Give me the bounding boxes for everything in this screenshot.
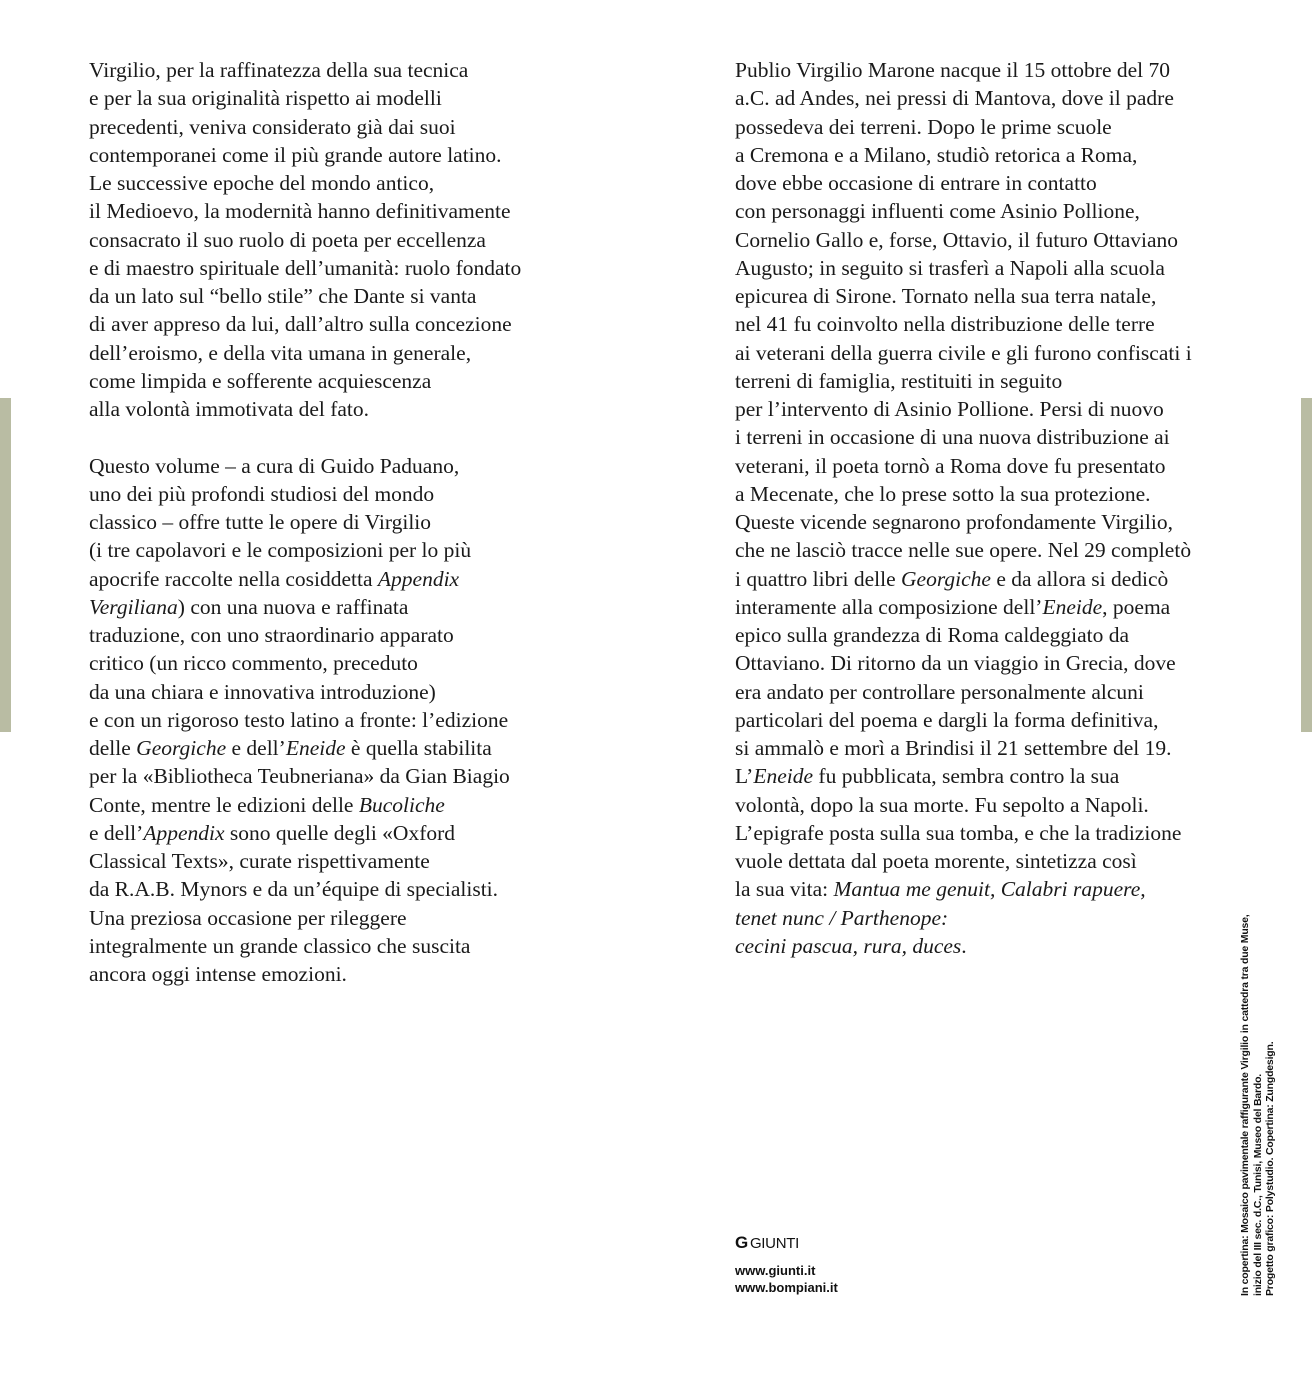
text-segment: dell’eroismo, e della vita umana in generale, — [89, 340, 472, 365]
text-segment: veterani, il poeta tornò a Roma dove fu presentato — [735, 453, 1166, 478]
text-line — [735, 113, 1192, 141]
text-segment: . — [961, 933, 967, 958]
italic-text: Georgiche — [136, 736, 227, 760]
text-line — [89, 932, 521, 960]
text-segment: Una preziosa occasione per rileggere — [89, 905, 407, 930]
text-line — [89, 480, 521, 508]
text-line — [735, 649, 1192, 677]
text-segment: precedenti, veniva considerato già dai suoi — [89, 114, 456, 139]
italic-text: Bucoliche — [358, 792, 445, 817]
text-line — [735, 706, 1192, 734]
right-text-column — [735, 56, 1192, 960]
text-segment: Conte, mentre le edizioni delle — [89, 792, 359, 817]
left-edge-color-bar — [0, 398, 11, 732]
text-segment: ) con una nuova e raffinata — [177, 594, 409, 619]
text-line — [735, 169, 1192, 197]
text-line — [89, 367, 521, 395]
paragraph — [735, 56, 1192, 960]
text-segment: integralmente un grande classico che suscita — [89, 933, 471, 958]
text-line — [89, 762, 521, 790]
text-segment: per l’intervento di Asinio Pollione. Persi di nuovo — [735, 397, 1164, 421]
text-segment: come limpida e sofferente acquiescenza — [89, 368, 432, 393]
text-segment: possedeva dei terreni. Dopo le prime scuole — [735, 114, 1112, 139]
text-line — [89, 226, 521, 254]
italic-text: Eneide — [753, 764, 814, 789]
paragraph — [89, 56, 521, 423]
text-line — [89, 395, 521, 423]
text-segment: Ottaviano. Di ritorno da un viaggio in Grecia, dove — [735, 651, 1176, 676]
credit-line: inizio del III sec. d.C., Tunisi, Museo del Bardo. — [1251, 1073, 1264, 1296]
italic-text: Eneide — [285, 736, 346, 760]
paragraph — [89, 452, 521, 989]
text-line — [89, 565, 521, 593]
text-segment: ancora oggi intense emozioni. — [89, 962, 347, 986]
text-segment: che ne lasciò tracce nelle sue opere. Nel 29 completò — [735, 538, 1192, 563]
text-segment: per la «Bibliotheca Teubneriana» da Gian Biagio — [89, 764, 510, 789]
text-segment: classico – offre tutte le opere di Virgilio — [89, 510, 432, 534]
text-line — [735, 875, 1192, 903]
text-segment: Le successive epoche del mondo antico, — [89, 171, 435, 195]
text-segment: Questo volume – a cura di Guido Paduano, — [89, 453, 460, 478]
text-segment: apocrife raccolte nella cosiddetta — [89, 566, 378, 591]
text-line — [735, 480, 1192, 508]
text-segment: di aver appreso da lui, dall’altro sulla concezione — [89, 312, 512, 337]
text-line — [735, 282, 1192, 310]
publisher-urls — [735, 1262, 838, 1296]
text-line — [735, 395, 1192, 423]
text-segment: uno dei più profondi studiosi del mondo — [89, 481, 435, 506]
text-segment: Publio Virgilio Marone nacque il 15 ottobre del 70 — [735, 58, 1171, 82]
logo-text: GIUNTI — [749, 1234, 799, 1252]
text-line — [89, 508, 521, 536]
text-segment: Classical Texts», curate rispettivamente — [89, 849, 430, 873]
text-line — [89, 56, 521, 84]
text-segment: da una chiara e innovativa introduzione) — [89, 679, 436, 704]
text-line — [735, 762, 1192, 790]
cover-credits — [1239, 914, 1277, 1296]
text-segment: Augusto; in seguito si trasferì a Napoli alla scuola — [735, 255, 1165, 280]
text-line — [89, 904, 521, 932]
text-line — [89, 621, 521, 649]
text-segment: particolari del poema e dargli la forma definitiva, — [735, 707, 1159, 732]
text-line — [89, 875, 521, 903]
text-segment: e dell’ — [226, 736, 286, 760]
text-line — [89, 649, 521, 677]
text-line — [735, 904, 1192, 932]
text-line — [735, 452, 1192, 480]
italic-text: Appendix — [377, 566, 460, 591]
text-segment: ai veterani della guerra civile e gli furono confiscati i — [735, 340, 1192, 365]
text-line — [735, 819, 1192, 847]
text-line — [89, 536, 521, 564]
italic-text: Eneide — [1042, 594, 1103, 619]
text-line — [735, 84, 1192, 112]
text-line — [89, 197, 521, 225]
text-segment: i quattro libri delle — [735, 566, 901, 591]
text-segment: alla volontà immotivata del fato. — [89, 397, 370, 421]
text-line — [735, 621, 1192, 649]
text-line — [89, 593, 521, 621]
url-giunti[interactable]: www.giunti.it — [735, 1263, 816, 1278]
text-segment: si ammalò e morì a Brindisi il 21 settembre del 19. — [735, 736, 1172, 760]
left-text-column — [89, 56, 521, 988]
text-segment: e di maestro spirituale dell’umanità: ruolo fondato — [89, 255, 522, 280]
text-segment: critico (un ricco commento, preceduto — [89, 651, 418, 676]
text-segment: da R.A.B. Mynors e da un’équipe di specialisti. — [89, 877, 499, 902]
text-segment: traduzione, con uno straordinario apparato — [89, 623, 454, 647]
text-segment: L’epigrafe posta sulla sua tomba, e che la tradizione — [735, 820, 1182, 845]
italic-text: Georgiche — [901, 566, 991, 591]
text-segment: terreni di famiglia, restituiti in seguito — [735, 368, 1063, 393]
text-segment: delle — [89, 736, 137, 760]
text-line — [89, 819, 521, 847]
text-line — [89, 141, 521, 169]
text-segment: Cornelio Gallo e, forse, Ottavio, il futuro Ottaviano — [735, 227, 1179, 252]
text-segment: dove ebbe occasione di entrare in contatto — [735, 171, 1097, 195]
text-segment: è quella stabilita — [345, 736, 492, 760]
credit-line: In copertina: Mosaico pavimentale raffigurante Virgilio in cattedra tra due Muse, — [1239, 914, 1251, 1296]
text-line — [89, 706, 521, 734]
italic-text: cecini pascua, rura, duces — [735, 933, 962, 958]
text-segment: fu pubblicata, sembra contro la sua — [813, 764, 1120, 789]
text-segment: , poema — [1102, 594, 1171, 619]
text-line — [735, 565, 1192, 593]
text-line — [735, 734, 1192, 762]
text-line — [89, 791, 521, 819]
text-line — [735, 791, 1192, 819]
text-line — [89, 734, 521, 762]
g-swirl-logo-icon: G — [735, 1233, 748, 1252]
text-segment: consacrato il suo ruolo di poeta per eccellenza — [89, 227, 486, 252]
text-segment: contemporanei come il più grande autore latino. — [89, 142, 502, 167]
text-segment: e dell’ — [89, 820, 144, 845]
italic-text: Vergiliana — [89, 594, 178, 619]
text-line — [735, 197, 1192, 225]
text-line — [735, 536, 1192, 564]
text-line — [735, 593, 1192, 621]
text-segment: (i tre capolavori e le composizioni per lo più — [89, 538, 472, 563]
text-line — [735, 254, 1192, 282]
url-bompiani[interactable]: www.bompiani.it — [735, 1280, 838, 1295]
text-line — [89, 310, 521, 338]
text-line — [89, 282, 521, 310]
text-segment: Queste vicende segnarono profondamente Virgilio, — [735, 510, 1173, 534]
text-line — [89, 254, 521, 282]
text-segment: epico sulla grandezza di Roma caldeggiato da — [735, 623, 1130, 647]
text-segment: nel 41 fu coinvolto nella distribuzione delle terre — [735, 312, 1155, 337]
text-segment: era andato per controllare personalmente alcuni — [735, 679, 1144, 704]
text-segment: e per la sua originalità rispetto ai modelli — [89, 86, 442, 111]
text-line — [89, 84, 521, 112]
text-segment: il Medioevo, la modernità hanno definitivamente — [89, 199, 511, 224]
italic-text: tenet nunc / Parthenope: — [735, 905, 949, 930]
text-line — [89, 113, 521, 141]
text-line — [89, 169, 521, 197]
text-segment: volontà, dopo la sua morte. Fu sepolto a Napoli. — [735, 792, 1149, 817]
text-line — [735, 847, 1192, 875]
text-segment: sono quelle degli «Oxford — [224, 820, 456, 845]
text-segment: Virgilio, per la raffinatezza della sua tecnica — [89, 58, 469, 82]
text-line — [89, 678, 521, 706]
text-line — [735, 56, 1192, 84]
text-line — [89, 339, 521, 367]
text-line — [735, 423, 1192, 451]
publisher-logo — [735, 1233, 799, 1253]
text-segment: a Cremona e a Milano, studiò retorica a Roma, — [735, 142, 1138, 167]
italic-text: Mantua me genuit, Calabri rapuere, — [833, 877, 1146, 902]
text-line — [89, 960, 521, 988]
text-segment: interamente alla composizione dell’ — [735, 594, 1043, 619]
text-line — [735, 678, 1192, 706]
text-line — [89, 452, 521, 480]
text-segment: vuole dettata dal poeta morente, sintetizza così — [735, 849, 1137, 873]
text-segment: i terreni in occasione di una nuova distribuzione ai — [735, 425, 1170, 450]
text-segment: la sua vita: — [735, 877, 834, 902]
text-segment: e da allora si dedicò — [990, 566, 1169, 591]
text-line — [735, 932, 1192, 960]
paragraph-gap — [89, 423, 521, 451]
text-line — [735, 226, 1192, 254]
right-edge-color-bar — [1301, 398, 1312, 732]
text-segment: e con un rigoroso testo latino a fronte: l’edizione — [89, 707, 509, 732]
credit-line: Progetto grafico: Polystudio. Copertina: Zungdesign. — [1264, 1041, 1276, 1296]
text-segment: epicurea di Sirone. Tornato nella sua terra natale, — [735, 284, 1157, 308]
text-line — [735, 141, 1192, 169]
text-line — [735, 310, 1192, 338]
text-segment: a Mecenate, che lo prese sotto la sua protezione. — [735, 481, 1151, 506]
italic-text: Appendix — [143, 820, 225, 845]
text-line — [735, 367, 1192, 395]
text-line — [735, 339, 1192, 367]
text-segment: da un lato sul “bello stile” che Dante si vanta — [89, 284, 477, 308]
text-line — [735, 508, 1192, 536]
text-line — [89, 847, 521, 875]
text-segment: con personaggi influenti come Asinio Pollione, — [735, 199, 1140, 224]
text-segment: L’ — [735, 764, 754, 789]
text-segment: a.C. ad Andes, nei pressi di Mantova, dove il padre — [735, 86, 1174, 111]
